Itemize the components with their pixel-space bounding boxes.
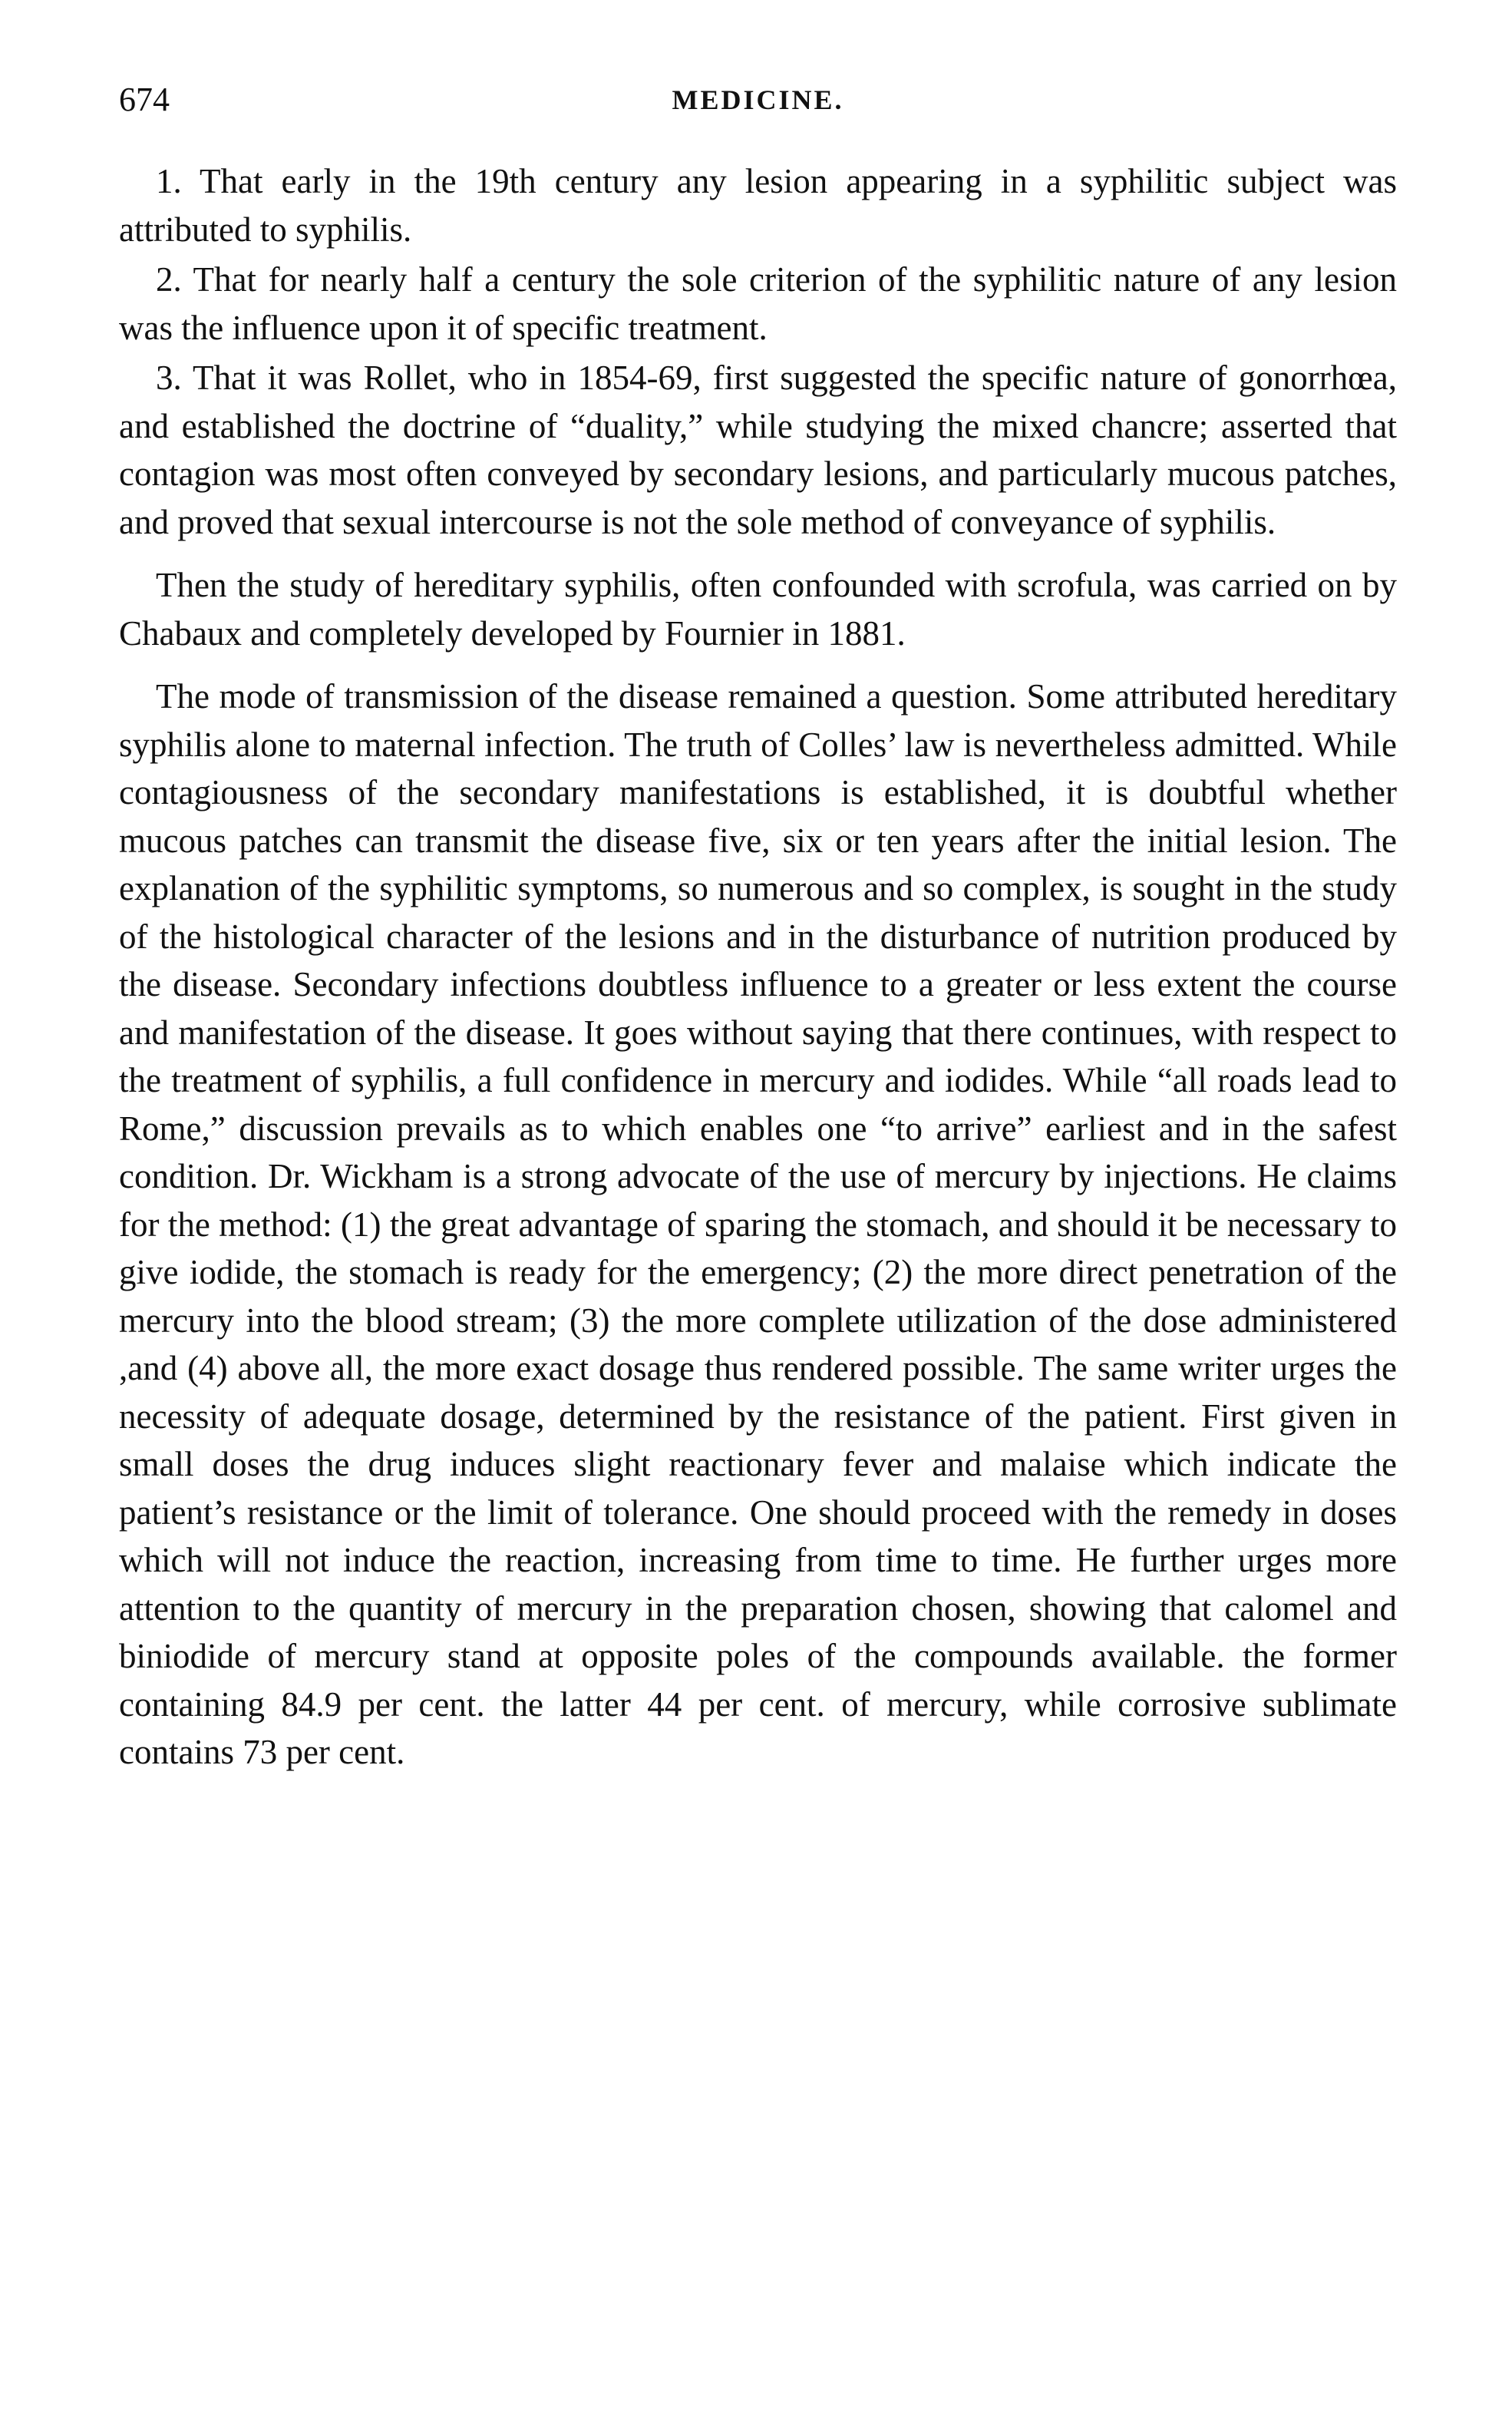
- body-text: [119, 157, 1397, 1777]
- paragraph-hereditary-syphilis: Then the study of hereditary syphilis, often confounded with scrofula, was carried on by Chabaux and completely developed by Fournier in 1881.: [119, 566, 1397, 653]
- numbered-paragraph-1: 1. That early in the 19th century any lesion appearing in a syphilitic subject was attributed to syphilis.: [119, 162, 1397, 249]
- page-number: 674: [119, 81, 170, 118]
- running-head: MEDICINE.: [672, 84, 844, 115]
- paragraph-transmission: The mode of transmission of the disease remained a question. Some attributed hereditary syphilis alone to maternal infection. The truth of Colles’ law is nevertheless admitted. While contagiousness of the secondary manifestations is established, it is doubtful whether mucous patches can transmit the disease five, six or ten years after the initial lesion. The explanation of the syphilitic symptoms, so numerous and so complex, is sought in the study of the histological character of the lesions and in the disturbance of nutrition produced by the disease. Secondary infections doubtless influence to a greater or less extent the course and manifestation of the disease. It goes without saying that there continues, with respect to the treatment of syphilis, a full confidence in mercury and iodides. While “all roads lead to Rome,” discussion prevails as to which enables one “to arrive” earliest and in the safest condition. Dr. Wickham is a strong advocate of the use of mercury by injections. He claims for the method: (1) the great advantage of sparing the stomach, and should it be necessary to give iodide, the stomach is ready for the emergency; (2) the more direct penetration of the mercury into the blood stream; (3) the more complete utilization of the dose administered ,and (4) above all, the more exact dosage thus rendered possible. The same writer urges the necessity of adequate dosage, determined by the resistance of the patient. First given in small doses the drug induces slight reactionary fever and malaise which indicate the patient’s resistance or the limit of tolerance. One should proceed with the remedy in doses which will not induce the reaction, increasing from time to time. He further urges more attention to the quantity of mercury in the preparation chosen, showing that calomel and biniodide of mercury stand at opposite poles of the compounds available. the former containing 84.9 per cent. the latter 44 per cent. of mercury, while corrosive sublimate contains 73 per cent.: [119, 677, 1397, 1771]
- numbered-paragraph-3: 3. That it was Rollet, who in 1854-69, first suggested the specific nature of gonorrhœa, and established the doctrine of “duality,” while studying the mixed chancre; asserted that contagion was most often conveyed by secondary lesions, and particularly mucous patches, and proved that sexual intercourse is not the sole method of conveyance of syphilis.: [119, 359, 1397, 541]
- numbered-paragraph-2: 2. That for nearly half a century the sole criterion of the syphilitic nature of any lesion was the influence upon it of specific treatment.: [119, 260, 1397, 347]
- page-header: [119, 77, 1397, 123]
